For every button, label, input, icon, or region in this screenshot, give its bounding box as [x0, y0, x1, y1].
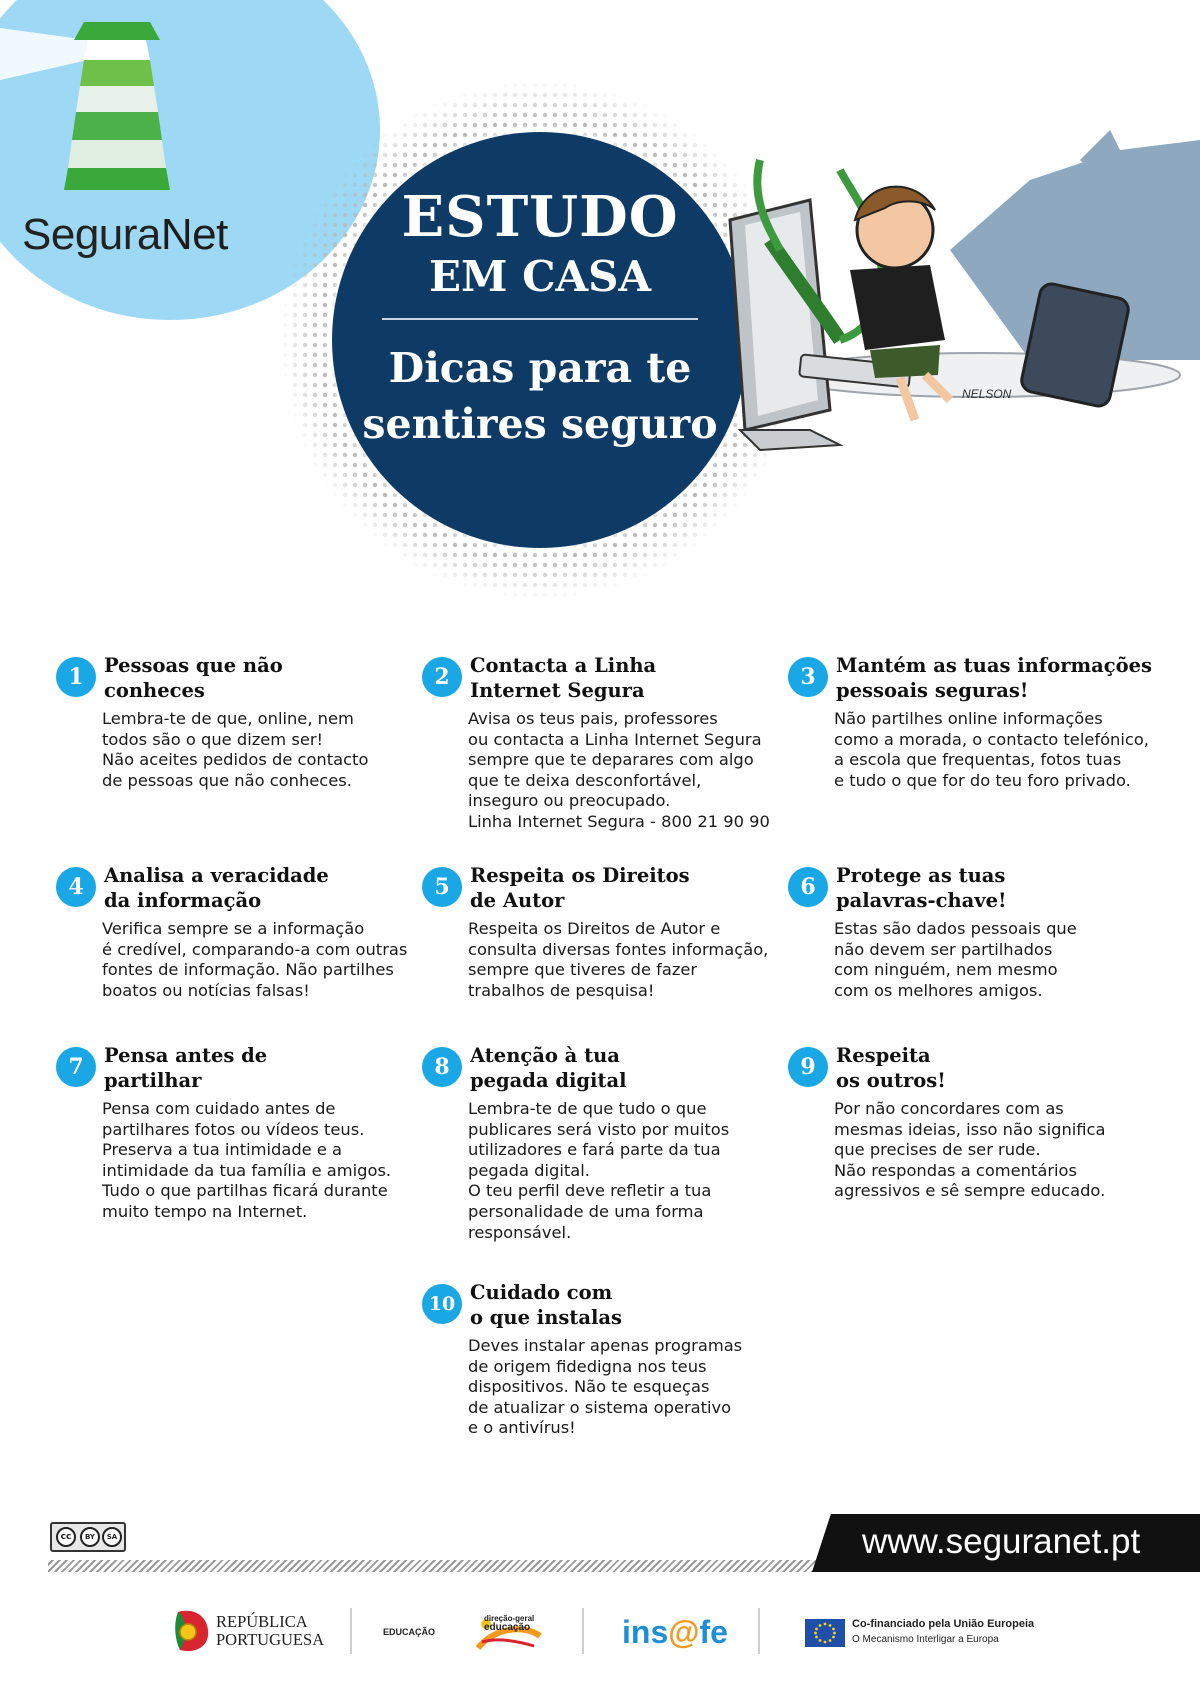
tip-body: Deves instalar apenas programas de origem fidedigna nos teus dispositivos. Não te esqueças de atualizar o sistema operativo e o antivírus! — [468, 1336, 743, 1438]
tip-title: Cuidado com o que instalas — [470, 1281, 623, 1329]
illustration-signature: NELSON — [962, 387, 1012, 401]
tip-body: Pensa com cuidado antes de partilhares fotos ou vídeos teus. Preserva a tua intimidade e a intimidade da tua família e amigos. Tudo o que partilhas ficará durante muito tempo na Internet. — [102, 1099, 392, 1221]
tip-body: Por não concordares com as mesmas ideias, isso não significa que precises de ser rude. Não respondas a comentários agressivos e sê sempre educado. — [834, 1099, 1106, 1201]
tip-title: Protege as tuas palavras-chave! — [836, 864, 1007, 912]
title-line-1: ESTUDO — [401, 184, 679, 250]
brand-part1: Segura — [22, 210, 161, 259]
logo-separator — [582, 1608, 584, 1654]
tip-body: Avisa os teus pais, professores ou contacta a Linha Internet Segura sempre que te deparares com algo que te deixa desconfortável, inseguro ou preocupado. Linha Internet Segura - 800 21 90 90 — [468, 709, 770, 831]
brand-part2: Net — [160, 210, 228, 259]
tip-title: Atenção à tua pegada digital — [470, 1044, 627, 1092]
tip-body: Respeita os Direitos de Autor e consulta diversas fontes informação, sempre que tiveres de fazer trabalhos de pesquisa! — [468, 919, 769, 1000]
republica-line1: REPÚBLICA — [216, 1612, 308, 1631]
tip-title: Analisa a veracidade da informação — [104, 864, 329, 912]
tip-number-badge: 7 — [56, 1047, 96, 1087]
tip-body: Não partilhes online informações como a morada, o contacto telefónico, a escola que frequentas, fotos tuas e tudo o que for do teu foro privado. — [834, 709, 1149, 790]
tip-title: Respeita os Direitos de Autor — [470, 864, 690, 912]
tip-number-badge: 10 — [422, 1284, 462, 1324]
creative-commons-badge — [50, 1522, 126, 1552]
educacao-label: EDUCAÇÃO — [383, 1627, 436, 1637]
eu-cofinancing-text — [852, 1617, 1034, 1647]
tip-number-badge: 4 — [56, 867, 96, 907]
tip-title: Respeita os outros! — [836, 1044, 946, 1092]
insafe-part3: fe — [699, 1614, 728, 1650]
cc-by-icon: BY — [80, 1527, 100, 1547]
eu-line1: Co-financiado pela União Europeia — [852, 1618, 1035, 1630]
portugal-flag-icon — [172, 1608, 210, 1654]
tip-number-badge: 8 — [422, 1047, 462, 1087]
logo-separator — [350, 1608, 352, 1654]
dge-line2: educação — [484, 1622, 531, 1633]
logo-separator — [758, 1608, 760, 1654]
tip-number-badge: 9 — [788, 1047, 828, 1087]
dge-line1: direção-geral — [484, 1614, 535, 1623]
cc-sa-icon: SA — [102, 1527, 122, 1547]
tip-title: Mantém as tuas informações pessoais seguras! — [836, 654, 1153, 702]
lighthouse-logo — [0, 0, 200, 200]
tip-number-badge: 3 — [788, 657, 828, 697]
insafe-part1: ins — [622, 1614, 669, 1650]
eu-flag-icon — [805, 1619, 845, 1647]
tip-body: Lembra-te de que tudo o que publicares será visto por muitos utilizadores e fará parte da tua pegada digital. O teu perfil deve refletir a tua personalidade de uma forma responsável. — [468, 1099, 730, 1242]
title-divider — [382, 318, 698, 320]
tip-title: Pensa antes de partilhar — [104, 1044, 268, 1092]
tip-body: Estas são dados pessoais que não devem ser partilhados com ninguém, nem mesmo com os melhores amigos. — [834, 919, 1077, 1000]
title-subtitle: Dicas para te sentires seguro — [362, 344, 718, 448]
cartoon-illustration — [700, 100, 1200, 460]
cc-icon: cc — [56, 1527, 76, 1547]
tip-body: Lembra-te de que, online, nem todos são o que dizem ser! Não aceites pedidos de contacto de pessoas que não conheces. — [102, 709, 369, 790]
tip-number-badge: 1 — [56, 657, 96, 697]
brand-logo-text — [22, 210, 228, 260]
tip-title: Pessoas que não conheces — [104, 654, 283, 702]
title-line-2: EM CASA — [428, 252, 652, 301]
insafe-logo — [622, 1614, 728, 1651]
tip-number-badge: 6 — [788, 867, 828, 907]
title-circle — [332, 132, 748, 548]
website-url-link[interactable]: www.seguranet.pt — [862, 1522, 1141, 1561]
republica-line2: PORTUGUESA — [216, 1630, 325, 1649]
insafe-at-icon: @ — [668, 1614, 700, 1650]
footer-hatched-divider — [48, 1560, 820, 1572]
eu-line2: O Mecanismo Interligar a Europa — [852, 1634, 999, 1645]
tip-number-badge: 5 — [422, 867, 462, 907]
tip-title: Contacta a Linha Internet Segura — [470, 654, 657, 702]
republica-portuguesa-logo — [216, 1613, 324, 1649]
tip-body: Verifica sempre se a informação é credível, comparando-a com outras fontes de informação. Não partilhes boatos ou notícias falsas! — [102, 919, 408, 1000]
dge-logo-text — [484, 1614, 534, 1632]
tip-number-badge: 2 — [422, 657, 462, 697]
